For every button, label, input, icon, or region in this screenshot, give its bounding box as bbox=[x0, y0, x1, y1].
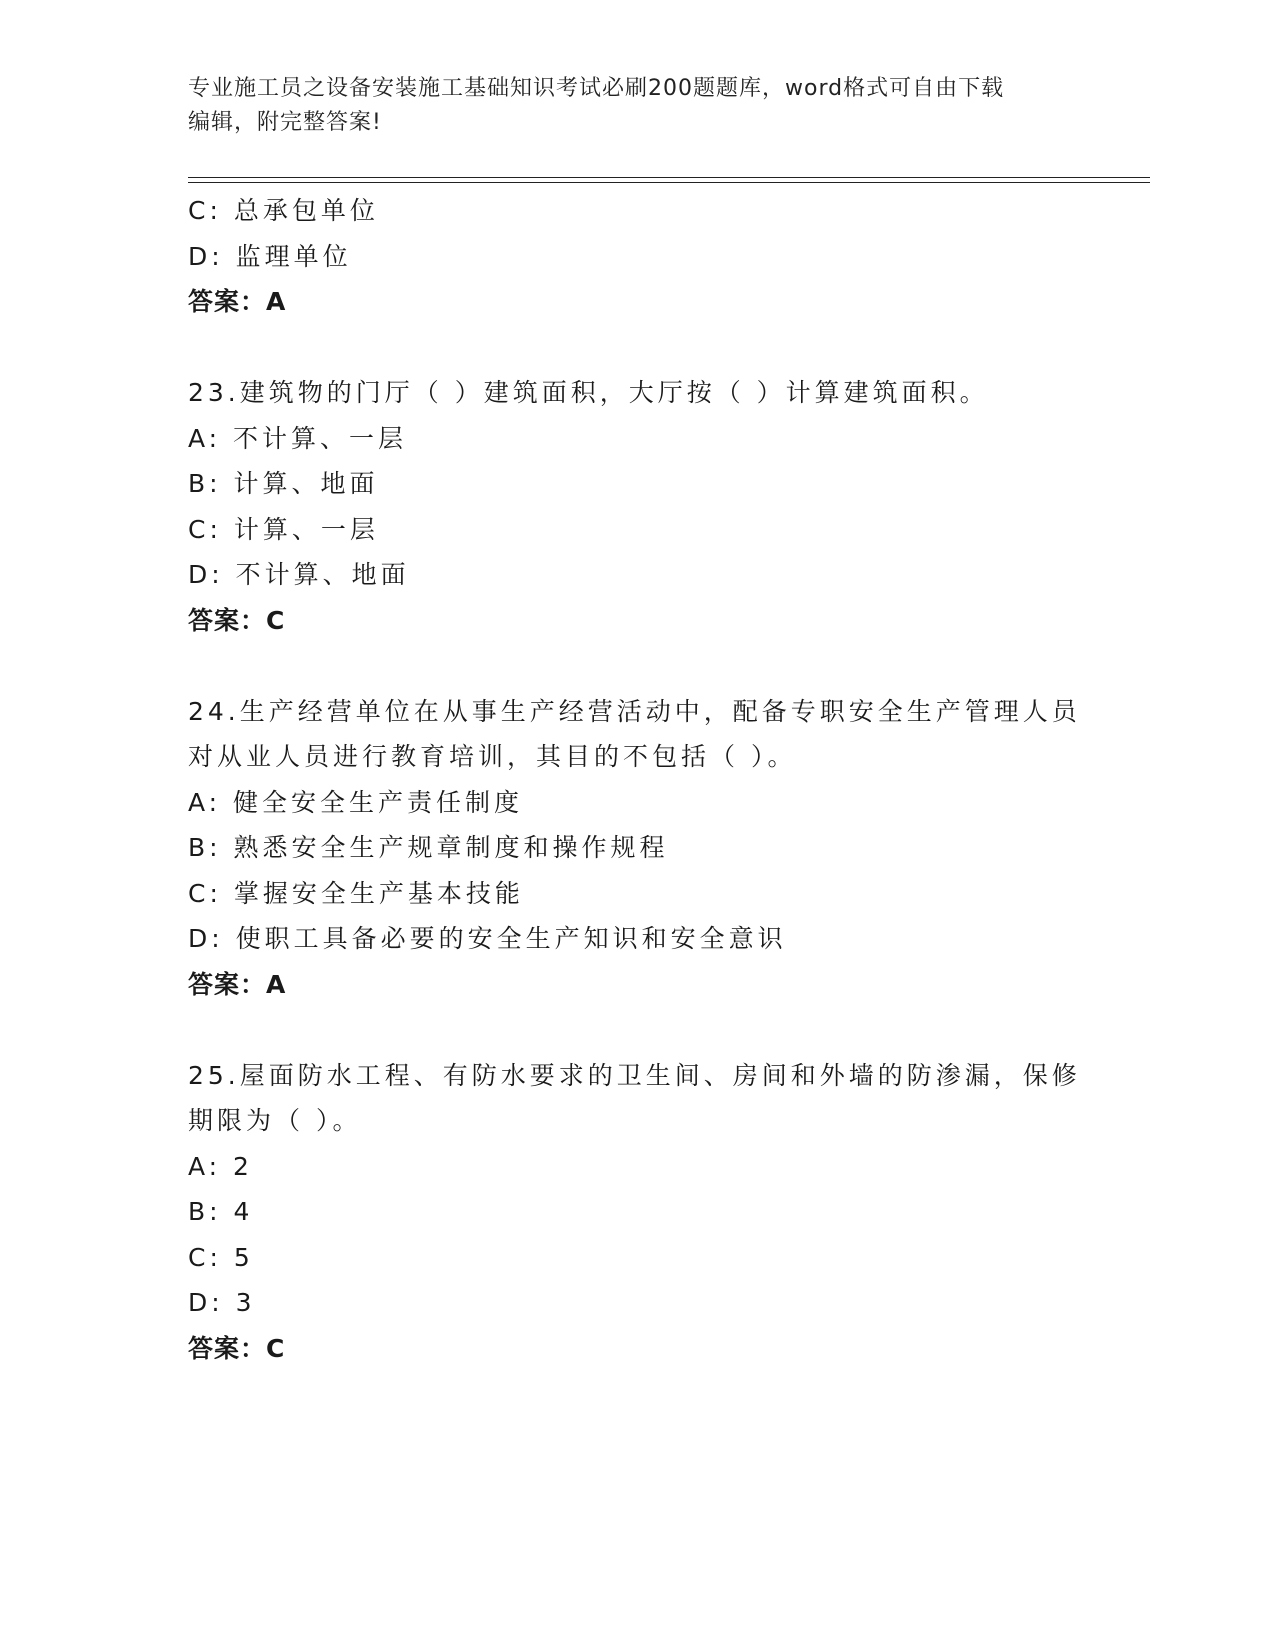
question-25 bbox=[188, 1053, 1108, 1372]
option-a: A: 不计算、一层 bbox=[188, 423, 408, 453]
option-d: D: 使职工具备必要的安全生产知识和安全意识 bbox=[188, 924, 787, 953]
option-a: A: 健全安全生产责任制度 bbox=[188, 787, 524, 817]
option-d: D: 监理单位 bbox=[188, 241, 352, 271]
question-content bbox=[188, 188, 1108, 1371]
option-a: A: 2 bbox=[188, 1151, 253, 1181]
option-c: C: 计算、一层 bbox=[188, 514, 379, 544]
option-d: D: 不计算、地面 bbox=[188, 560, 410, 589]
question-stem: 25.屋面防水工程、有防水要求的卫生间、房间和外墙的防渗漏，保修 bbox=[188, 1060, 1081, 1090]
question-stem-continued: 期限为（ ）。 bbox=[188, 1106, 362, 1135]
question-stem-continued: 对从业人员进行教育培训，其目的不包括（ ）。 bbox=[188, 742, 797, 771]
option-b: B: 熟悉安全生产规章制度和操作规程 bbox=[188, 833, 669, 862]
option-c: C: 5 bbox=[188, 1242, 254, 1272]
answer-line: 答案：A bbox=[188, 287, 287, 316]
option-c: C: 总承包单位 bbox=[188, 196, 379, 225]
answer-line: 答案：A bbox=[188, 969, 287, 999]
option-b: B: 计算、地面 bbox=[188, 469, 379, 498]
header-divider-top bbox=[188, 177, 1150, 178]
question-stem: 23.建筑物的门厅（ ）建筑面积，大厅按（ ）计算建筑面积。 bbox=[188, 378, 989, 407]
option-d: D: 3 bbox=[188, 1288, 256, 1317]
header-line-2: 编辑，附完整答案! bbox=[188, 110, 382, 135]
answer-line: 答案：C bbox=[188, 1333, 286, 1363]
question-23 bbox=[188, 370, 1108, 643]
prev-question-block bbox=[188, 188, 1108, 325]
option-b: B: 4 bbox=[188, 1197, 254, 1226]
header-divider-bottom bbox=[188, 182, 1150, 183]
option-c: C: 掌握安全生产基本技能 bbox=[188, 878, 524, 908]
question-stem: 24.生产经营单位在从事生产经营活动中，配备专职安全生产管理人员 bbox=[188, 696, 1081, 726]
document-header bbox=[188, 72, 1088, 140]
answer-line: 答案：C bbox=[188, 605, 286, 635]
header-line-1: 专业施工员之设备安装施工基础知识考试必刷200题题库，word格式可自由下载 bbox=[188, 76, 1005, 101]
question-24 bbox=[188, 689, 1108, 1008]
